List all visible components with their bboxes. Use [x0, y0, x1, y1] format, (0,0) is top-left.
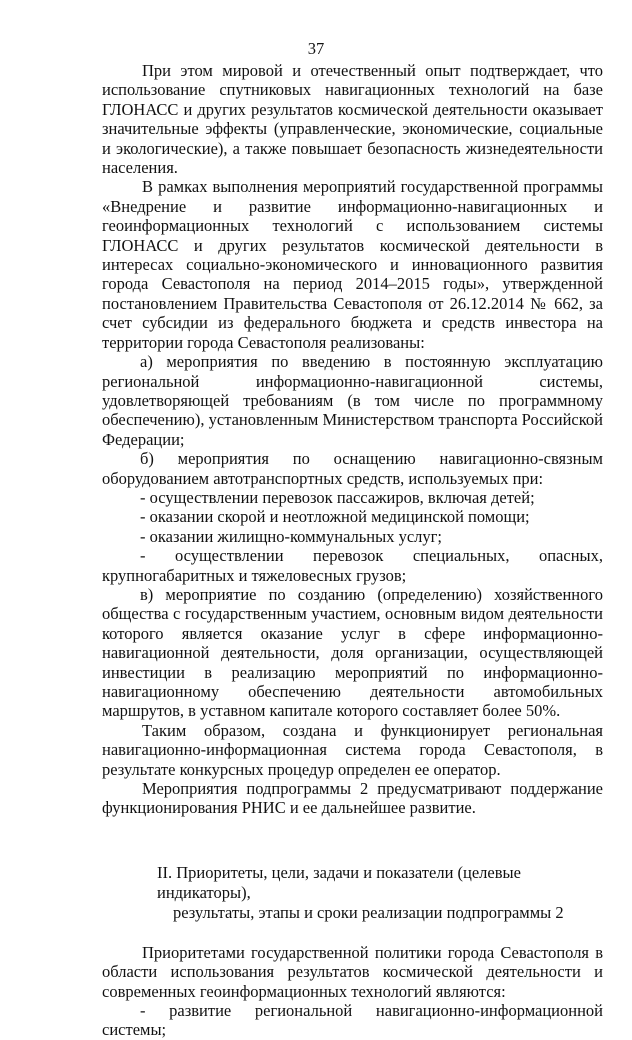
list-item: в) мероприятие по созданию (определению) хозяйственного общества с государственным участием, основным видом деятельности которого является оказание услуг в сфере информационно-навигационной деятельности, доля организации, осуществляющей инвестиции в реализацию мероприятий по информационно-навигационному обеспечению деятельности автомобильных маршрутов, в уставном капитале которого составляет более 50%.: [102, 584, 603, 721]
section-heading-line: результаты, этапы и сроки реализации подпрограммы 2: [173, 902, 564, 922]
page-number: 37: [307, 39, 325, 58]
list-item: - оказании жилищно-коммунальных услуг;: [140, 526, 442, 546]
paragraph: Мероприятия подпрограммы 2 предусматривают поддержание функционирования РНИС и ее дальнейшее развитие.: [102, 779, 603, 818]
list-item: - осуществлении перевозок специальных, опасных, крупногабаритных и тяжеловесных грузов;: [102, 546, 603, 585]
paragraph: В рамках выполнения мероприятий государственной программы «Внедрение и развитие информационно-навигационных и геоинформационных технологий с использованием системы ГЛОНАСС и других результатов космической деятельности в интересах социально-экономического и инновационного развития города Севастополя на период 2014–2015 годы», утвержденной постановлением Правительства Севастополя от 26.12.2014 № 662, за счет субсидии из федерального бюджета и средств инвестора на территории города Севастополя реализованы:: [102, 177, 603, 352]
list-item: а) мероприятия по введению в постоянную эксплуатацию региональной информационно-навигационной системы, удовлетворяющей требованиям (в том числе по программному обеспечению), установленным Министерством транспорта Российской Федерации;: [102, 352, 603, 449]
paragraph: При этом мировой и отечественный опыт подтверждает, что использование спутниковых навигационных технологий на базе ГЛОНАСС и других результатов космической деятельности оказывает значительные эффекты (управленческие, экономические, социальные и экологические), а также повышает безопасность жизнедеятельности населения.: [102, 61, 603, 178]
list-item: - оказании скорой и неотложной медицинской помощи;: [140, 507, 530, 527]
paragraph: Приоритетами государственной политики города Севастополя в области использования результатов космической деятельности и современных геоинформационных технологий являются:: [102, 942, 603, 1001]
paragraph: Таким образом, создана и функционирует региональная навигационно-информационная система города Севастополя, в результате конкурсных процедур определен ее оператор.: [102, 720, 603, 779]
section-heading: [102, 863, 603, 923]
document-body: [102, 61, 603, 1040]
section-heading-line: II. Приоритеты, цели, задачи и показатели (целевые индикаторы),: [157, 862, 521, 902]
list-item: - осуществлении перевозок пассажиров, включая детей;: [140, 487, 535, 507]
list-item: - развитие региональной навигационно-информационной системы;: [102, 1001, 603, 1040]
list-item: б) мероприятия по оснащению навигационно-связным оборудованием автотранспортных средств, используемых при:: [102, 449, 603, 488]
